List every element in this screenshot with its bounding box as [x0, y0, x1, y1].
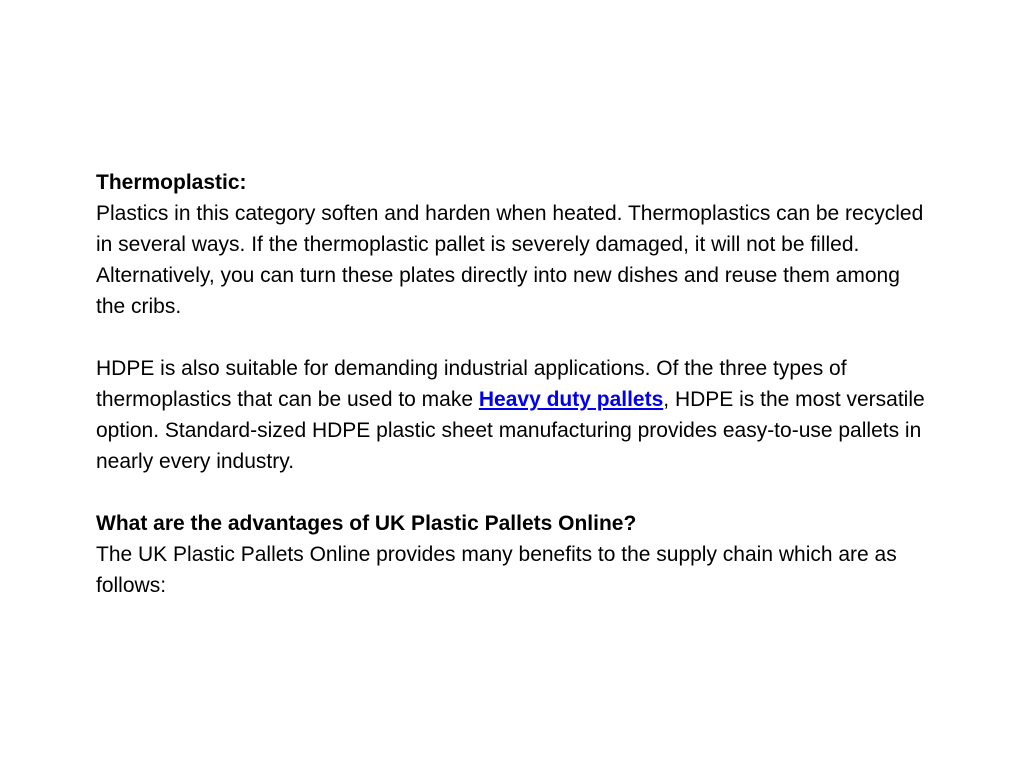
thermoplastic-section — [96, 167, 926, 322]
heavy-duty-pallets-link[interactable]: Heavy duty pallets — [478, 388, 664, 411]
advantages-section — [96, 508, 926, 601]
thermoplastic-heading: Thermoplastic: — [96, 171, 247, 194]
hdpe-text-before-link: HDPE is also suitable for demanding industrial applications. Of the three types of thermoplastics that can be used to make — [96, 357, 847, 411]
hdpe-text-after-link: , HDPE is the most versatile option. Standard-sized HDPE plastic sheet manufacturing provides easy-to-use pallets in nearly every industry. — [96, 388, 925, 473]
hdpe-paragraph — [96, 353, 926, 477]
thermoplastic-paragraph: Plastics in this category soften and harden when heated. Thermoplastics can be recycled in several ways. If the thermoplastic pallet is severely damaged, it will not be filled. Alternatively, you can turn these plates directly into new dishes and reuse them among the cribs. — [96, 202, 924, 318]
advantages-paragraph: The UK Plastic Pallets Online provides many benefits to the supply chain which are as follows: — [96, 543, 897, 597]
hdpe-section — [96, 353, 926, 477]
advantages-heading: What are the advantages of UK Plastic Pallets Online? — [96, 512, 637, 535]
slide-content — [96, 167, 926, 632]
